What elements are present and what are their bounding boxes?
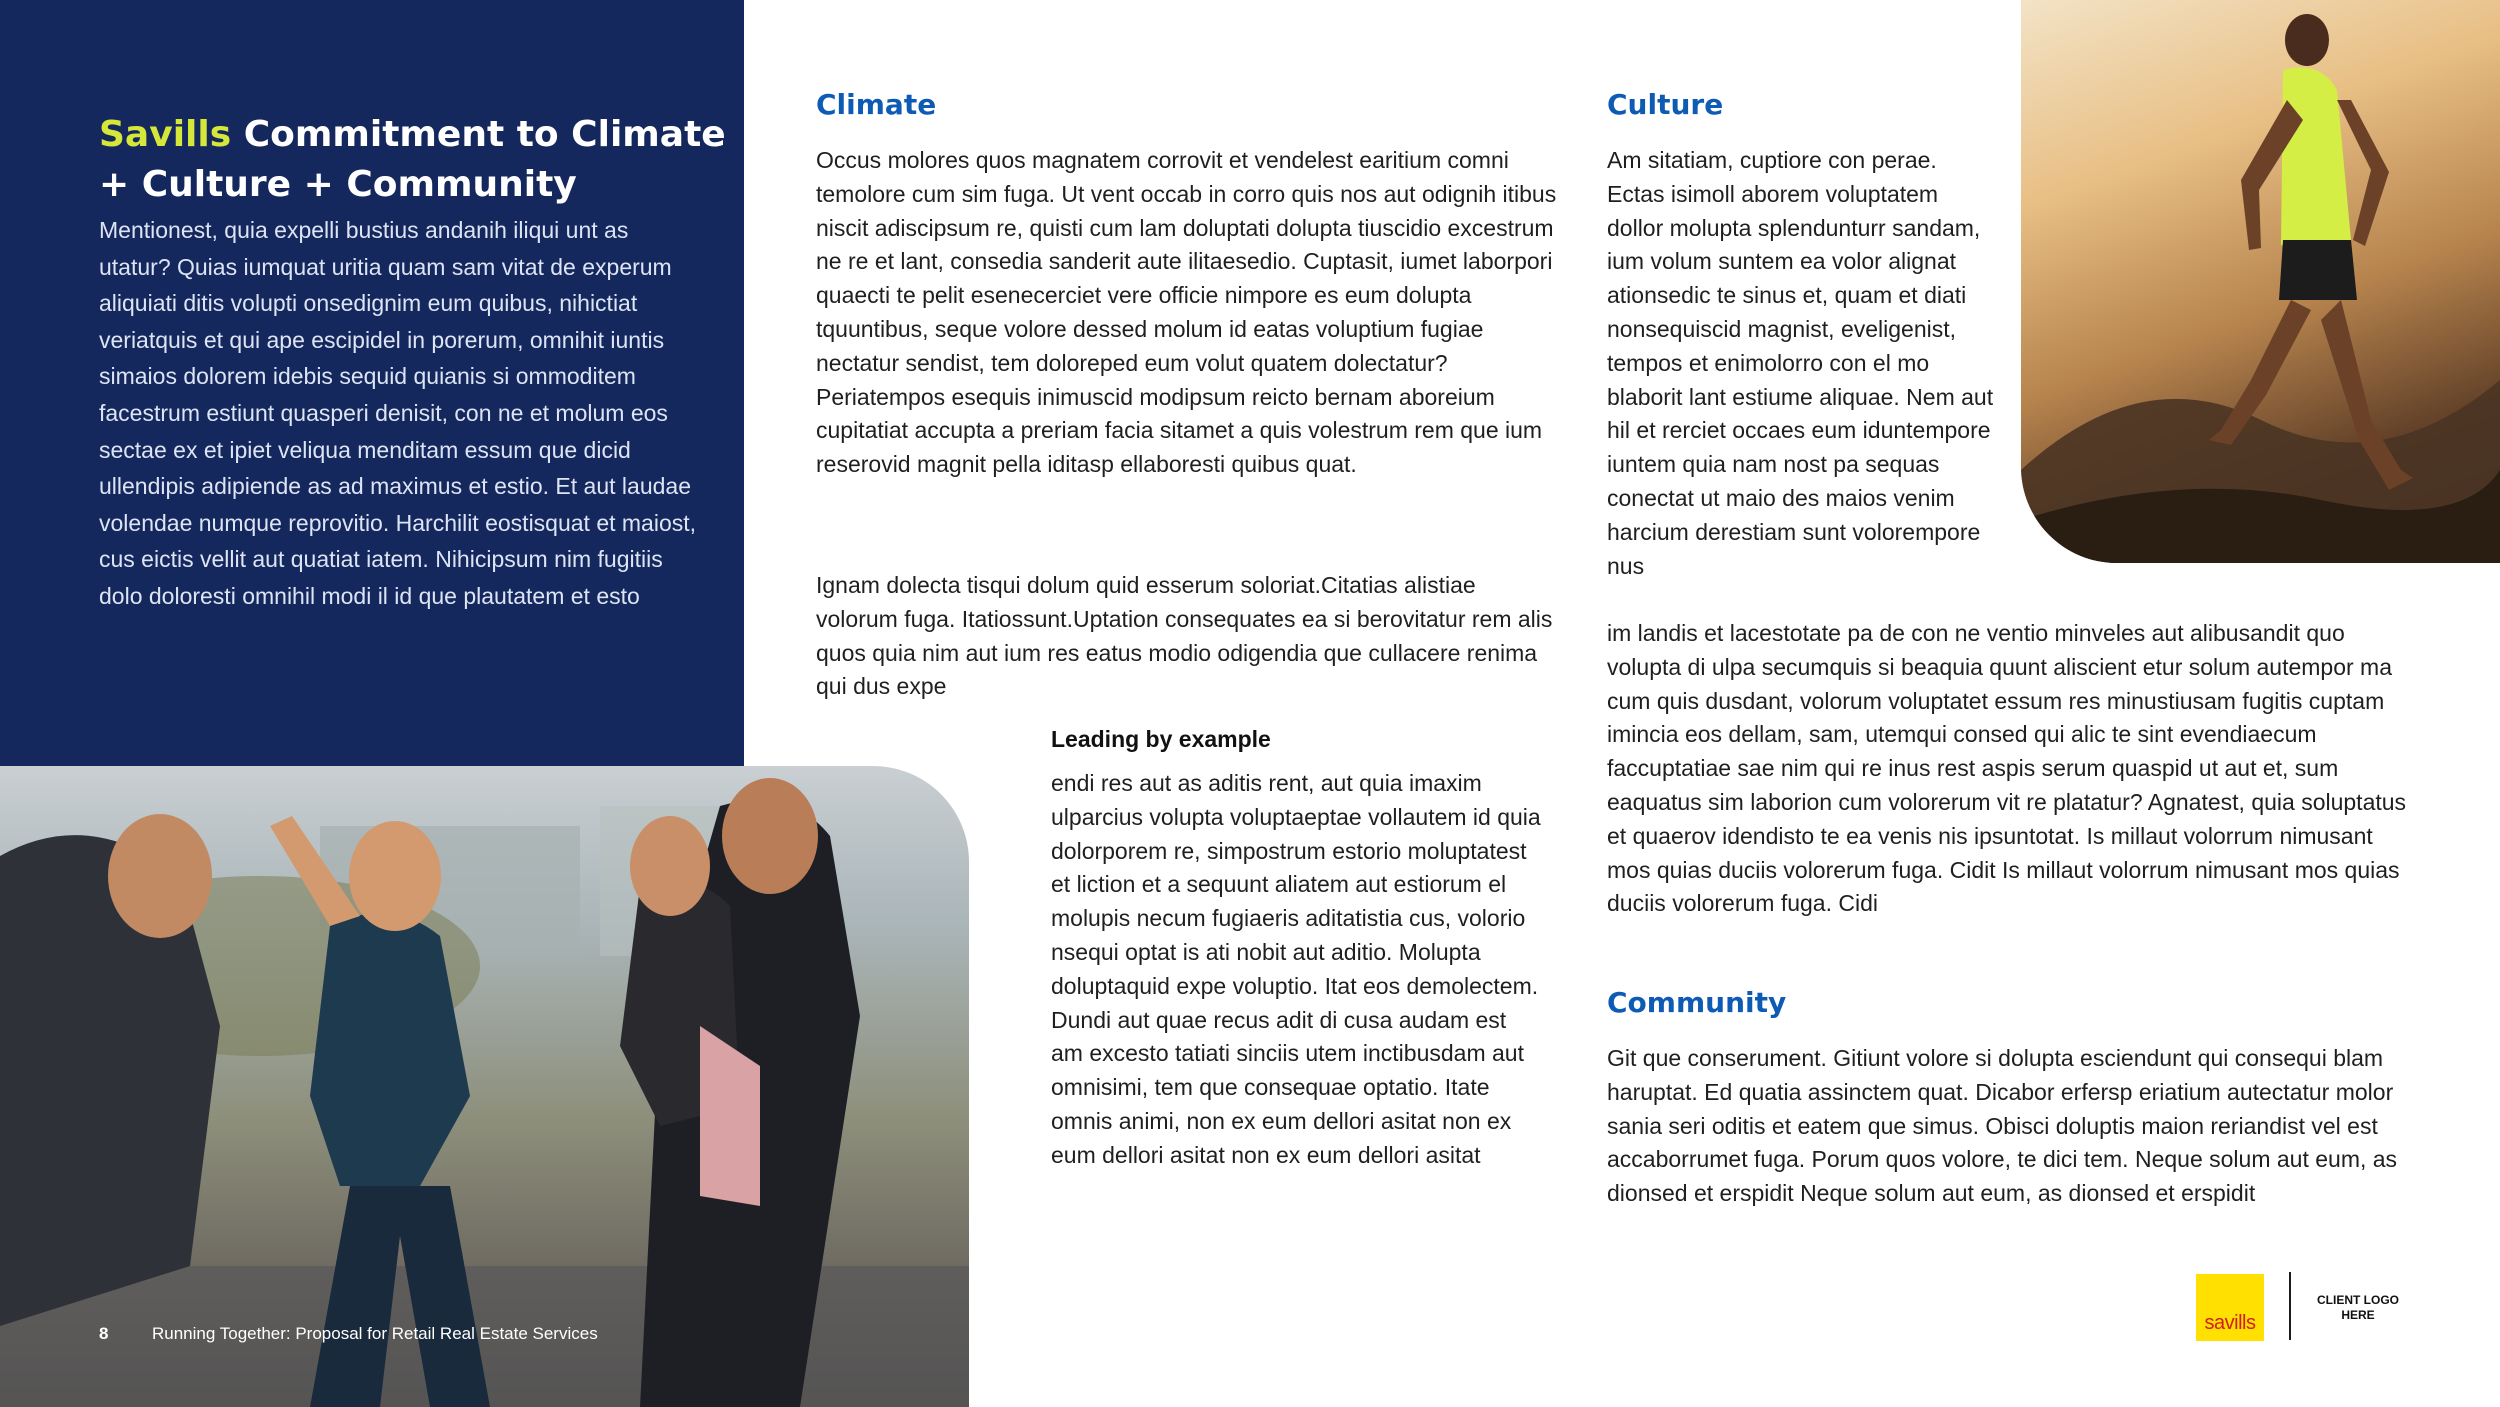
culture-title: Culture [1607, 88, 1724, 121]
headline-brand: Savills [99, 114, 232, 156]
document-title: Running Together: Proposal for Retail Real Estate Services [152, 1324, 598, 1343]
runner-illustration [2021, 0, 2500, 563]
climate-paragraph-1: Occus molores quos magnatem corrovit et vendelest earitium comni temolore cum sim fuga. Ut vent occab in corro quis nos aut odignih itibus niscit adiscipsum re, quisti cum lam doluptati dolupta tiuscidio excestrum ne re et lant, consedia sanderit aute ilitaesedio. Cuptasit, iumet laborpori quaecti te pelit esenecerciet vere officie nimpore es eum dolupta tquuntibus, seque volore dessed molum id eatas voluptium fugiae nectatur sendist, tem doloreped eum volut quatem dolectatur? Periatempos esequis inimuscid modipsum reicto bernam aboreium cupitatiat accupta a preriam facia sitamet a quis volestrum rem que ium reserovid magnit pella iditasp ellaboresti quibus quat. [816, 147, 1557, 478]
intro-paragraph: Mentionest, quia expelli bustius andanih iliqui unt as utatur? Quias iumquat uritia quam sam vitat de experum aliquiati ditis volupti onsedignim eum quibus, nihictiat veriatquis et qui ape escipidel in porerum, omnihit iuntis simaios dolorem idebis sequid quianis si ommoditem facestrum estiunt quasperi denisit, con ne et molum eos sectae ex et ipiet veliqua menditam essum que dicid ullendipis adipiende as ad maximus et estio. Et aut laudae volendae numque reprovitio. Harchilit eostisquat et maiost, cus eictis vellit aut quatiat iatem. Nihicipsum nim fugitiis dolo doloresti omnihil modi il id que plautatem et esto [99, 217, 697, 609]
community-paragraph: Git que conserument. Gitiunt volore si dolupta esciendunt qui consequi blam haruptat. Ed quatia assinctem quat. Dicabor erfersp eriatium autectatur molor sania seri oditis et eatem que simus. Obisci doluptis maion reriandist vel est accaborrumet fuga. Porum quos volore, te dici tem. Neque solum aut eum, as dionsed et erspidit Neque solum aut eum, as dionsed et erspidit [1607, 1045, 2398, 1207]
page-headline [99, 110, 739, 210]
runner-photo [2021, 0, 2500, 563]
savills-logo-text: savills [2204, 1312, 2256, 1334]
community-title: Community [1607, 986, 1787, 1019]
leading-paragraph: endi res aut as aditis rent, aut quia imaxim ulparcius volupta voluptaeptae vollautem id quia dolorporem re, simpostrum estorio moluptatest et liction et a sequunt aliatem aut estiorum el molupis necum fugiaeris aditatistia cus, volorio nsequi optat is ati nobit aut aditio. Molupta doluptaquid expe voluptio. Itat eos demolectem. Dundi aut quae recus adit di cusa audam est am excesto tatiati sinciis utem inctibusdam aut omnisimi, tem que consequae optatio. Itate omnis animi, non ex eum dellori asitat non ex eum dellori asitat non ex eum dellori asitat [1051, 770, 1541, 1168]
headline-text: Commitment to Climate + Culture + Community [99, 114, 726, 206]
group-illustration [0, 766, 969, 1407]
culture-paragraph-wide: im landis et lacestotate pa de con ne ventio minveles aut alibusandit quo volupta di ulpa secumquis si beaquia quunt aliscient etur solum autempor ma cum quis dusdant, volorum voluptatet essum res minustiusam fugitis cuptam imincia eos dellam, sam, utemqui consed qui alic te sint evendiaecum faccuptatiae sae nim qui re inus rest aspis serum quaspid ut aut et, sum eaquatus sim laborion cum volorerum vit re platatur? Agnatest, quia soluptatus et quaerov idendisto te ea venis nis ipsuntotat. Is millaut volorrum nimusant mos quias duciis volorerum fuga. Cidit Is millaut volorrum nimusant mos quias duciis volorerum fuga. Cidi [1607, 620, 2407, 917]
culture-paragraph-narrow: Am sitatiam, cuptiore con perae. Ectas isimoll aborem voluptatem dollor molupta splendunturr sandam, ium volum suntem ea volor alignat ationsedic te sinus et, quam et diati nonsequiscid magnist, eveligenist, tempos et enimolorro con el mo blaborit lant estiume aliquae. Nem aut hil et rerciet occaes eum iduntempore iuntem quia nam nost pa sequas conectat ut maio des maios venim harcium derestiam sunt volorempore nus [1607, 147, 1994, 579]
group-photo [0, 766, 969, 1407]
client-logo-placeholder: CLIENT LOGO HERE [2317, 1293, 2399, 1322]
savills-logo [2196, 1274, 2264, 1341]
climate-paragraph-2: Ignam dolecta tisqui dolum quid esserum soloriat.Citatias alistiae volorum fuga. Itatiossunt.Uptation consequates ea si berovitatur rem alis quos quia nim aut ium res eatus modio odigendia que cullacere renima qui dus expe [816, 572, 1553, 700]
climate-title: Climate [816, 88, 937, 121]
leading-title: Leading by example [1051, 726, 1271, 752]
page-number: 8 [99, 1324, 109, 1343]
logo-divider [2289, 1272, 2291, 1340]
